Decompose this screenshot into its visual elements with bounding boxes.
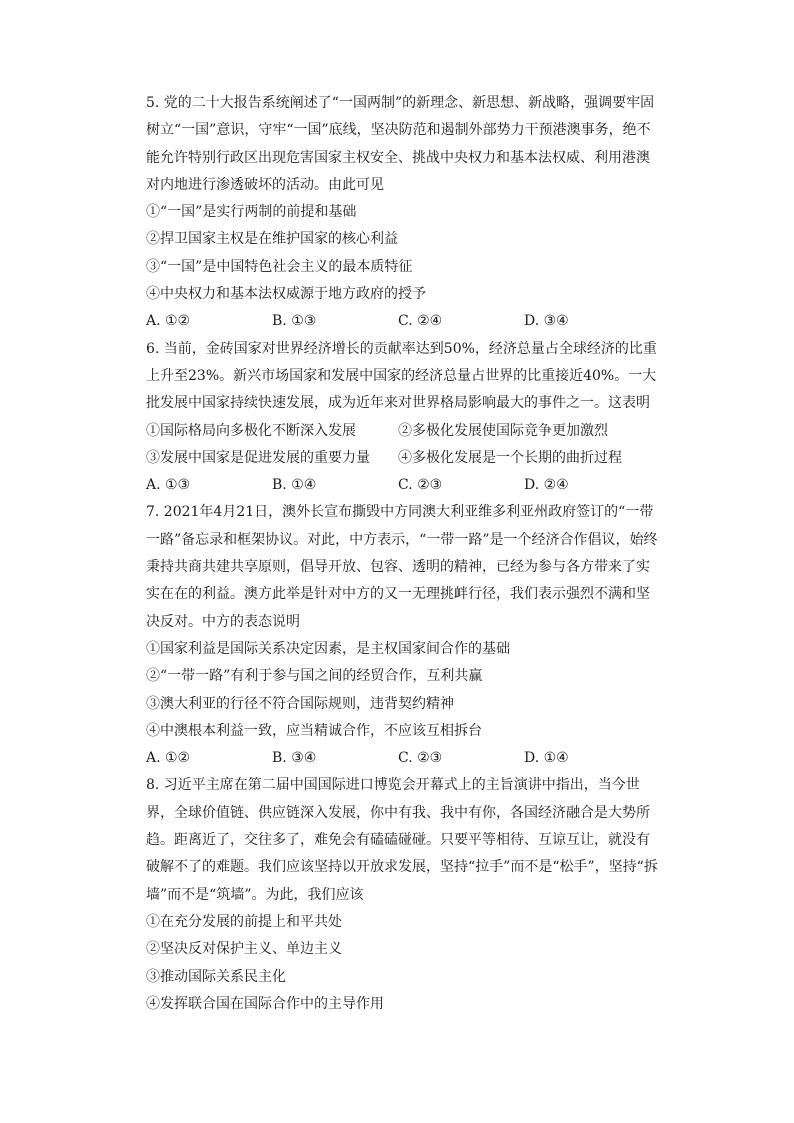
question-stem: 7. 2021年4月21日，澳外长宣布撕毁中方同澳大利亚维多利亚州政府签订的“一带一路”备忘录和框架协议。对此，中方表示，“一带一路”是一个经济合作倡议，始终秉持共商共建共享原则，倡导开放、包容、透明的精神，已经为参与各方带来了实实在在的利益。澳方此举是针对中方的又一无理挑衅行径，我们表示强烈不满和坚决反对。中方的表态说明 — [146, 504, 658, 630]
statement-item: ③发展中国家是促进发展的重要力量 — [146, 449, 370, 466]
question-8 — [146, 772, 658, 1018]
statement-item: ④中澳根本利益一致，应当精诚合作，不应该互相拆台 — [146, 722, 482, 739]
option-d: D. ①④ — [524, 750, 569, 767]
statement-row — [146, 418, 658, 445]
option-b: B. ①③ — [272, 313, 317, 330]
statement-item: ④多极化发展是一个长期的曲折过程 — [398, 449, 622, 466]
option-a: A. ①② — [146, 750, 191, 767]
option-d: D. ②④ — [524, 477, 569, 494]
question-5 — [146, 90, 658, 336]
statement-item: ①“一国”是实行两制的前提和基础 — [146, 204, 357, 221]
option-c: C. ②③ — [398, 750, 443, 767]
statement-item: ①国际格局向多极化不断深入发展 — [146, 422, 356, 439]
option-b: B. ①④ — [272, 477, 317, 494]
question-stem: 6. 当前，金砖国家对世界经济增长的贡献率达到50%，经济总量占全球经济的比重上升至23%。新兴市场国家和发展中国家的经济总量占世界的比重接近40%。一大批发展中国家持续快速发展，成为近年来对世界格局影响最大的事件之一。这表明 — [146, 340, 657, 412]
answer-options — [146, 745, 658, 772]
question-stem: 8. 习近平主席在第二届中国国际进口博览会开幕式上的主旨演讲中指出，当今世界，全球价值链、供应链深入发展，你中有我、我中有你，各国经济融合是大势所趋。距离近了，交往多了，难免会有磕磕碰碰。只要平等相待、互谅互让，就没有破解不了的难题。我们应该坚持以开放求发展，坚持“拉手”而不是“松手”，坚持“拆墙”而不是“筑墙”。为此，我们应该 — [146, 777, 658, 903]
option-a: A. ①② — [146, 313, 191, 330]
statement-item: ③澳大利亚的行径不符合国际规则，违背契约精神 — [146, 695, 454, 712]
statement-item: ②捍卫国家主权是在维护国家的核心利益 — [146, 231, 398, 248]
option-b: B. ③④ — [272, 750, 317, 767]
question-stem: 5. 党的二十大报告系统阐述了“一国两制”的新理念、新思想、新战略，强调要牢固树立“一国”意识，守牢“一国”底线，坚决防范和遏制外部势力干预港澳事务，绝不能允许特别行政区出现危害国家主权安全、挑战中央权力和基本法权威、利用港澳对内地进行渗透破坏的活动。由此可见 — [146, 95, 655, 193]
statement-item: ②“一带一路”有利于参与国之间的经贸合作，互利共赢 — [146, 668, 483, 685]
answer-options — [146, 472, 658, 499]
statement-item: ③推动国际关系民主化 — [146, 968, 286, 985]
option-c: C. ②④ — [398, 313, 443, 330]
statement-item: ②多极化发展使国际竞争更加激烈 — [398, 422, 608, 439]
statement-item: ①在充分发展的前提上和平共处 — [146, 913, 342, 930]
question-6 — [146, 336, 658, 500]
statement-item: ④中央权力和基本法权威源于地方政府的授予 — [146, 286, 426, 303]
statement-item: ①国家利益是国际关系决定因素，是主权国家间合作的基础 — [146, 640, 510, 657]
statement-item: ③“一国”是中国特色社会主义的最本质特征 — [146, 258, 413, 275]
statement-item: ②坚决反对保护主义、单边主义 — [146, 941, 342, 958]
question-7 — [146, 499, 658, 772]
question-list — [146, 90, 658, 1018]
answer-options — [146, 308, 658, 335]
option-a: A. ①③ — [146, 477, 191, 494]
statement-row — [146, 445, 658, 472]
statement-item: ④发挥联合国在国际合作中的主导作用 — [146, 995, 384, 1012]
option-c: C. ②③ — [398, 477, 443, 494]
option-d: D. ③④ — [524, 313, 569, 330]
